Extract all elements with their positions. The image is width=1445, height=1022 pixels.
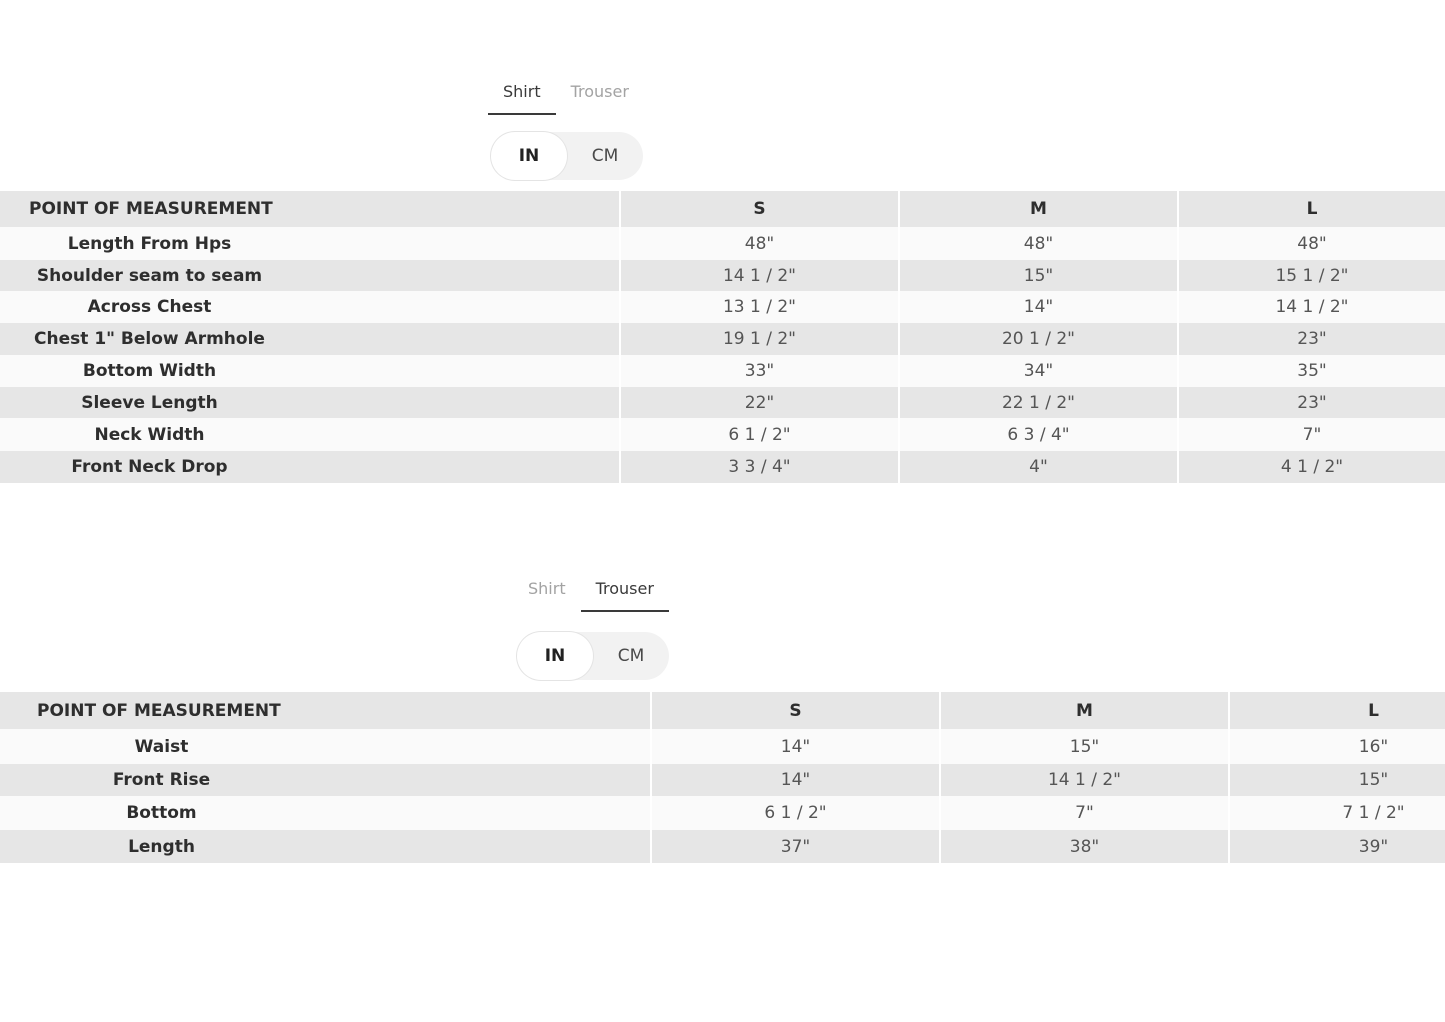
cell-m: 20 1 / 2" [899, 323, 1178, 355]
cell-m: 38" [940, 830, 1229, 863]
cell-s: 22" [620, 387, 899, 418]
unit-toggle [491, 132, 643, 180]
table-row [0, 291, 1445, 323]
cell-s: 14" [651, 764, 940, 796]
row-label: Bottom Width [0, 355, 620, 387]
garment-tabs [513, 569, 669, 609]
cell-m: 34" [899, 355, 1178, 387]
cell-m: 4" [899, 451, 1178, 483]
row-label: Sleeve Length [0, 387, 620, 418]
unit-cm-button[interactable]: CM [591, 146, 619, 166]
cell-l: 16" [1229, 729, 1445, 764]
cell-s: 48" [620, 227, 899, 260]
row-label: Length From Hps [0, 227, 620, 260]
cell-s: 14" [651, 729, 940, 764]
unit-toggle [517, 632, 669, 680]
row-label: Neck Width [0, 418, 620, 451]
column-header-m: M [940, 692, 1229, 729]
cell-l: 4 1 / 2" [1178, 451, 1445, 483]
shirt-measurement-table [0, 191, 1445, 483]
table-row [0, 451, 1445, 483]
table-row [0, 418, 1445, 451]
row-label: Waist [0, 729, 651, 764]
cell-l: 39" [1229, 830, 1445, 863]
row-label: Shoulder seam to seam [0, 260, 620, 291]
unit-in-button[interactable]: IN [517, 632, 593, 680]
row-label: Length [0, 830, 651, 863]
row-label: Front Rise [0, 764, 651, 796]
row-label: Front Neck Drop [0, 451, 620, 483]
cell-m: 14" [899, 291, 1178, 323]
cell-s: 6 1 / 2" [651, 796, 940, 830]
column-header-s: S [620, 191, 899, 227]
column-header-point: POINT OF MEASUREMENT [0, 692, 651, 729]
cell-l: 14 1 / 2" [1178, 291, 1445, 323]
cell-m: 15" [940, 729, 1229, 764]
cell-l: 35" [1178, 355, 1445, 387]
table-row [0, 227, 1445, 260]
table-row [0, 355, 1445, 387]
table-row [0, 764, 1445, 796]
cell-s: 13 1 / 2" [620, 291, 899, 323]
row-label: Across Chest [0, 291, 620, 323]
table-row [0, 729, 1445, 764]
column-header-point: POINT OF MEASUREMENT [0, 191, 620, 227]
unit-in-button[interactable]: IN [491, 132, 567, 180]
cell-l: 23" [1178, 323, 1445, 355]
unit-cm-button[interactable]: CM [617, 646, 645, 666]
table-row [0, 387, 1445, 418]
cell-s: 37" [651, 830, 940, 863]
cell-l: 15 1 / 2" [1178, 260, 1445, 291]
tab-trouser[interactable]: Trouser [570, 82, 629, 101]
table-row [0, 830, 1445, 863]
table-row [0, 323, 1445, 355]
cell-l: 7" [1178, 418, 1445, 451]
table-header-row [0, 191, 1445, 227]
cell-m: 15" [899, 260, 1178, 291]
tab-shirt[interactable]: Shirt [528, 579, 566, 598]
cell-m: 14 1 / 2" [940, 764, 1229, 796]
cell-l: 48" [1178, 227, 1445, 260]
tab-trouser[interactable]: Trouser [581, 569, 669, 609]
row-label: Bottom [0, 796, 651, 830]
cell-s: 3 3 / 4" [620, 451, 899, 483]
table-header-row [0, 692, 1445, 729]
cell-s: 33" [620, 355, 899, 387]
row-label: Chest 1" Below Armhole [0, 323, 620, 355]
garment-tabs [488, 72, 644, 112]
cell-m: 6 3 / 4" [899, 418, 1178, 451]
column-header-l: L [1229, 692, 1445, 729]
cell-l: 23" [1178, 387, 1445, 418]
cell-l: 15" [1229, 764, 1445, 796]
cell-m: 48" [899, 227, 1178, 260]
cell-s: 14 1 / 2" [620, 260, 899, 291]
cell-s: 19 1 / 2" [620, 323, 899, 355]
column-header-s: S [651, 692, 940, 729]
cell-m: 22 1 / 2" [899, 387, 1178, 418]
tab-shirt[interactable]: Shirt [488, 72, 556, 112]
cell-m: 7" [940, 796, 1229, 830]
column-header-m: M [899, 191, 1178, 227]
column-header-l: L [1178, 191, 1445, 227]
trouser-measurement-table [0, 692, 1445, 863]
cell-s: 6 1 / 2" [620, 418, 899, 451]
cell-l: 7 1 / 2" [1229, 796, 1445, 830]
table-row [0, 796, 1445, 830]
table-row [0, 260, 1445, 291]
